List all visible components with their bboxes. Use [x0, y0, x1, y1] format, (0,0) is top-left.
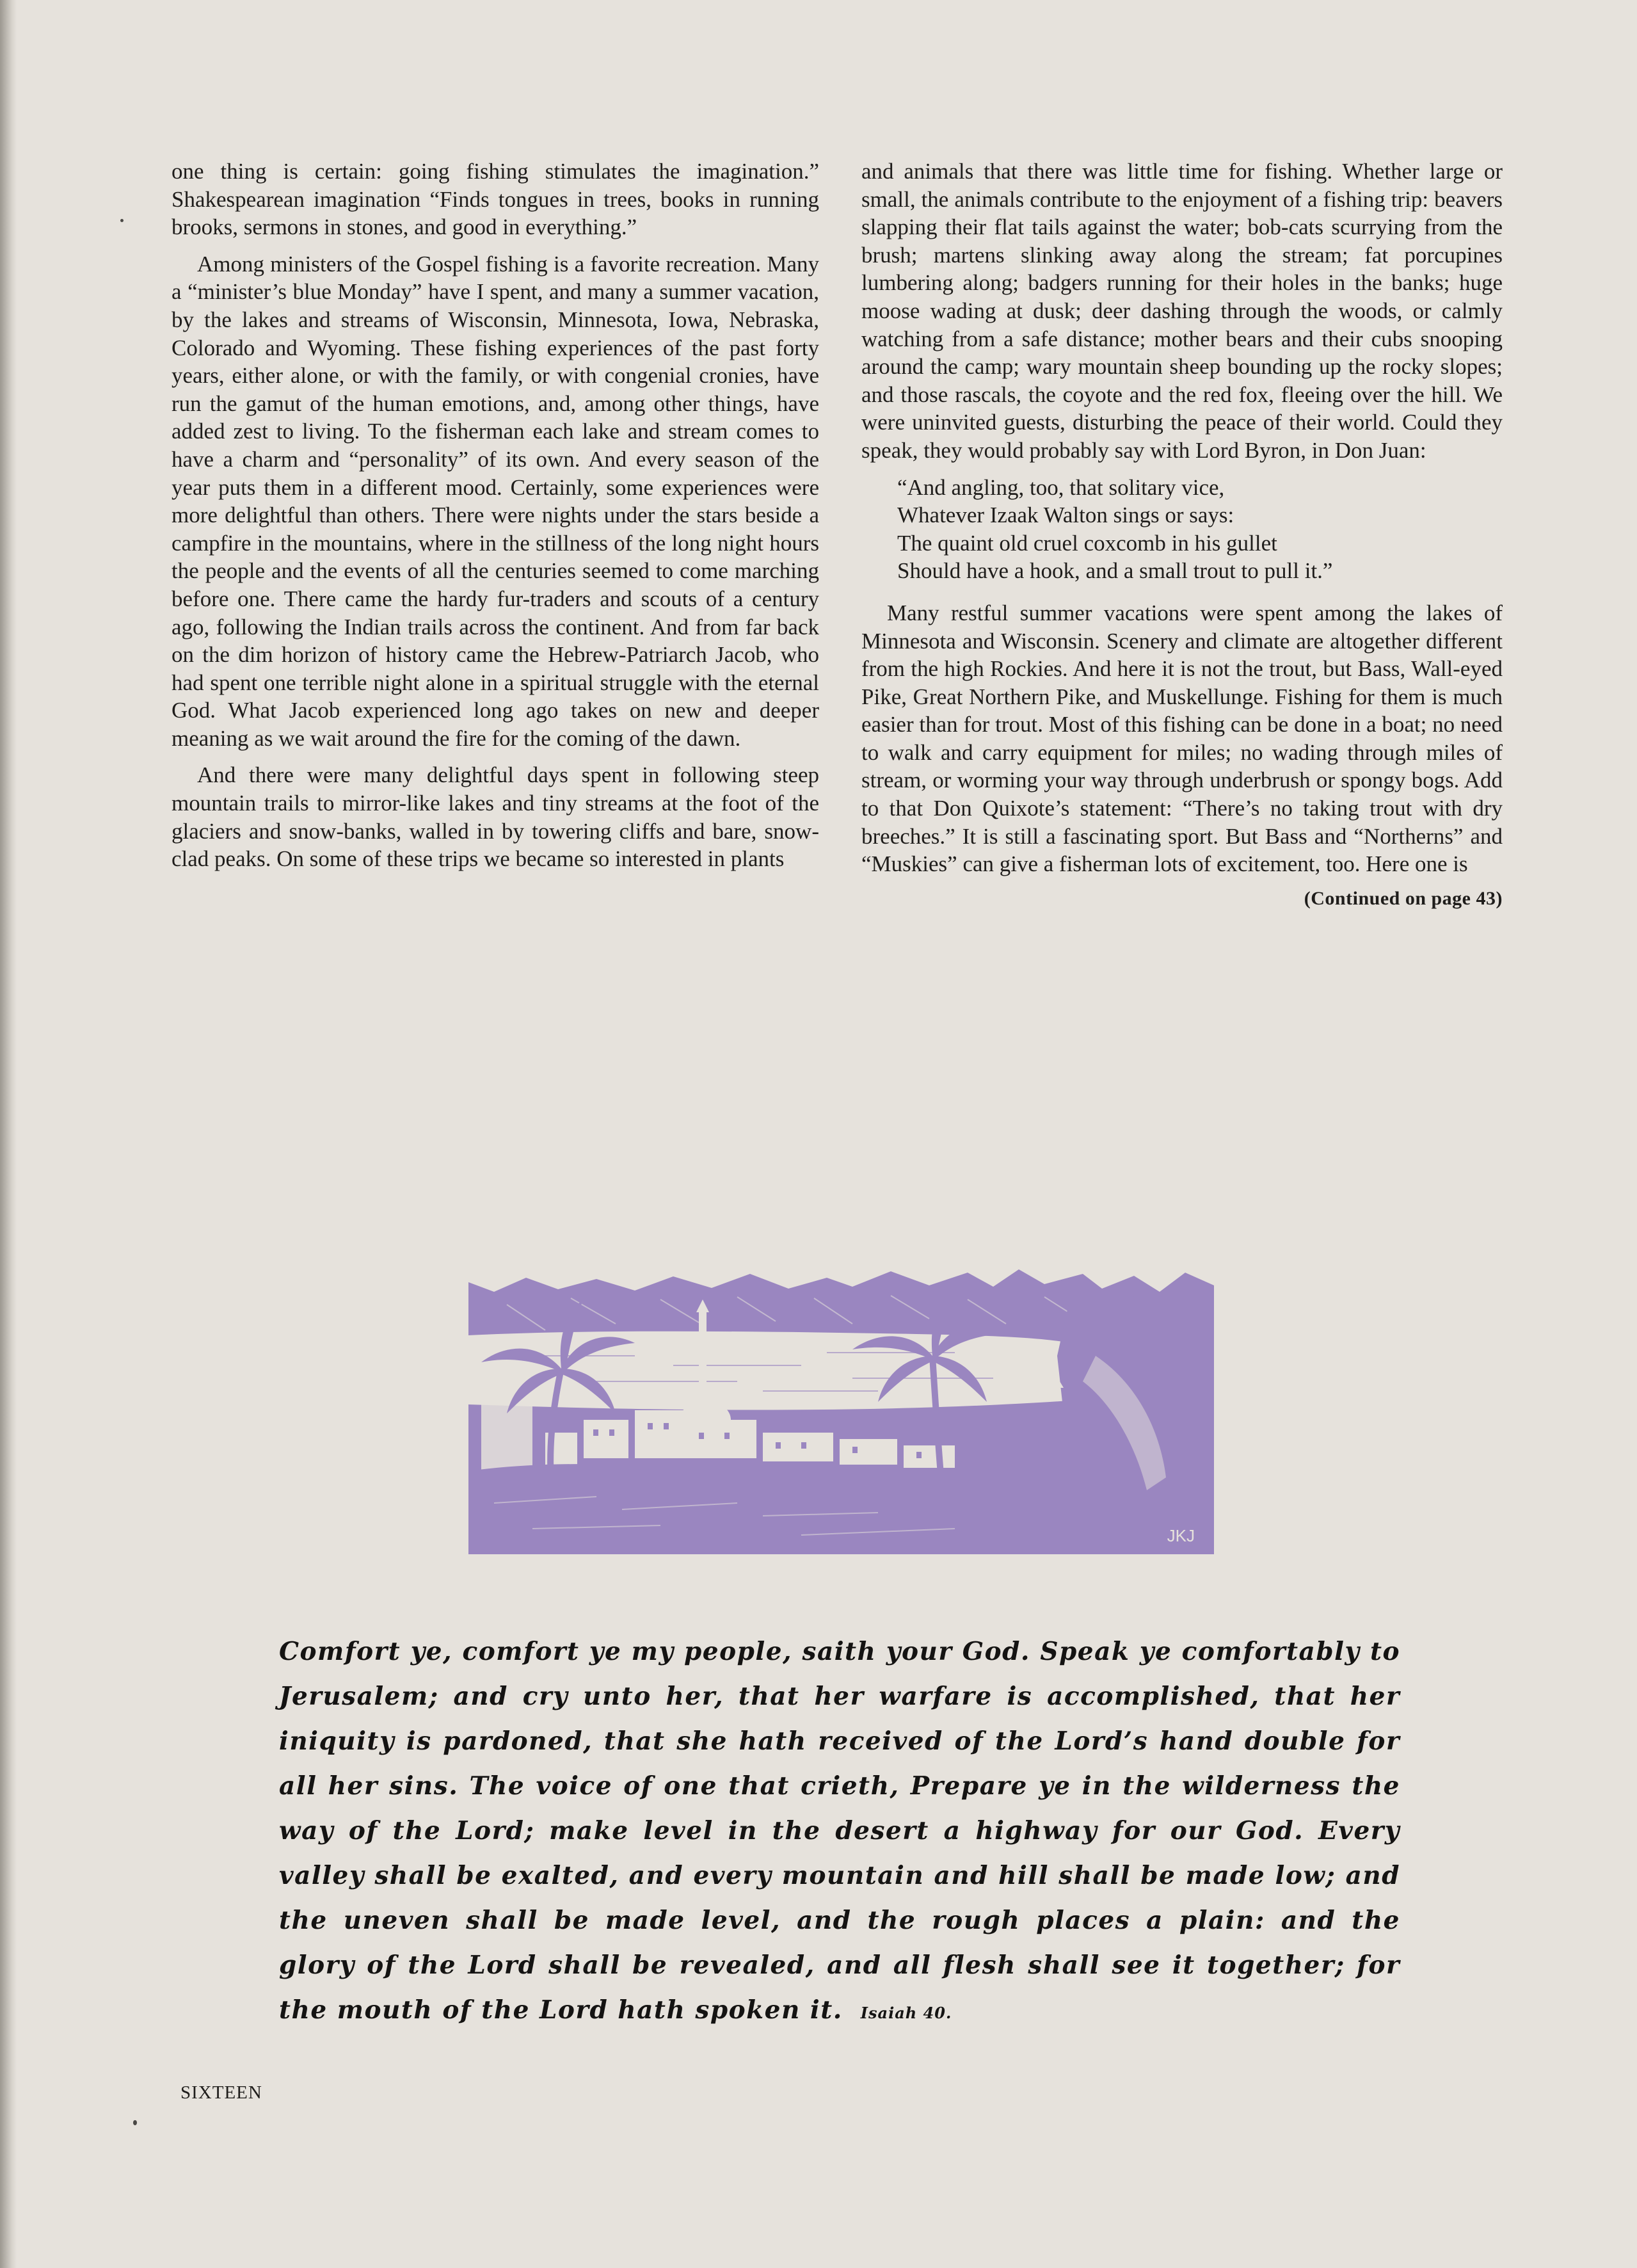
- paragraph: Many restful summer vacations were spent among the lakes of Minnesota and Wisconsin. Scenery and climate are altogether different from the high Rockies. And here it is not the trout, but Bass, Wall-eyed Pike, Great Northern Pike, and Muskellunge. Fishing for them is much easier than for trout. Most of this fishing can be done in a boat; no need to walk and carry equipment for miles; no wading through miles of stream, or worming your way through underbrush or spongy bogs. Add to that Don Quixote’s statement: “There’s no taking trout with dry breeches.” It is still a fascinating sport. But Bass and “Northerns” and “Muskies” can give a fisherman lots of excitement, too. Here one is: [861, 600, 1503, 877]
- fortress: [481, 1391, 532, 1471]
- page-edge-shadow: [0, 0, 17, 2268]
- scripture-text: Comfort ye, comfort ye my people, saith your God. Speak ye comfortably to Jerusalem; and cry unto her, that her warfare is accomplished, that her iniquity is pardoned, that she hath received of the Lord’s hand double for all her sins. The voice of one that crieth, Prepare ye in the wilderness the way of the Lord; make level in the desert a highway for our God. Every valley shall be exalted, and every mountain and hill shall be made low; and the uneven shall be made level, and the rough places a plain: and the glory of the Lord shall be revealed, and all flesh shall see it together; for the mouth of the Lord hath spoken it.: [279, 1637, 1400, 2025]
- page-number: SIXTEEN: [180, 2082, 262, 2103]
- illustration-signature: JKJ: [1167, 1526, 1195, 1545]
- byron-quote: [897, 474, 1503, 585]
- paragraph: And there were many delightful days spent in following steep mountain trails to mirror-like lakes and tiny streams at the foot of the glaciers and snow-banks, walled in by towering cliffs and bare, snow-clad peaks. On some of these trips we became so interested in plants: [172, 762, 819, 872]
- right-text-column: [861, 157, 1503, 912]
- lake-village-illustration: [468, 1260, 1214, 1554]
- paragraph: Among ministers of the Gospel fishing is a favorite recreation. Many a “minister’s blue Monday” have I spent, and many a summer vacation, by the lakes and streams of Wisconsin, Minnesota, Iowa, Nebraska, Colorado and Wyoming. These fishing experiences of the past forty years, either alone, or with the family, or with congenial cronies, have run the gamut of the human emotions, and, among other things, have added zest to living. To the fisherman each lake and stream comes to have a charm and “personality” of its own. And every season of the year puts them in a different mood. Certainly, some experiences were more delightful than others. There were nights under the stars beside a campfire in the mountains, where in the stillness of the long night hours the people and the events of all the centuries seemed to come marching before one. There came the hardy fur-traders and scouts of a century ago, following the Indian trails across the continent. And from far back on the dim horizon of history came the Hebrew-Patriarch Jacob, who had spent one terrible night alone in a spiritual struggle with the eternal God. What Jacob experienced long ago takes on new and deeper meaning as we wait around the fire for the coming of the dawn.: [172, 251, 819, 751]
- paper-speck: [133, 2120, 137, 2125]
- quote-line: Should have a hook, and a small trout to pull it.”: [897, 558, 1333, 584]
- paper-speck: [120, 219, 124, 222]
- paragraph: and animals that there was little time for fishing. Whether large or small, the animals contribute to the enjoyment of a fishing trip: beavers slapping their flat tails against the water; bob-cats scurrying from the brush; martens slinking away along the stream; fat porcupines lumbering along; badgers running for their holes in the banks; huge moose wading at dusk; deer dashing through the woods, or calmly watching from a safe distance; mother bears and their cubs snooping around the camp; wary mountain sheep bounding up the rocky slopes; and those rascals, the coyote and the red fox, fleeing over the hill. We were uninvited guests, disturbing the peace of their world. Could they speak, they would probably say with Lord Byron, in Don Juan:: [861, 159, 1503, 463]
- quote-line: Whatever Izaak Walton sings or says:: [897, 503, 1234, 528]
- scripture-passage: [279, 1629, 1400, 2036]
- scripture-reference: Isaiah 40.: [860, 2004, 952, 2022]
- paragraph: one thing is certain: going fishing stimulates the imagination.” Shakespearean imagination “Finds tongues in trees, books in running brooks, sermons in stones, and good in everything.”: [172, 159, 819, 240]
- quote-line: The quaint old cruel coxcomb in his gullet: [897, 530, 1277, 556]
- continued-note: (Continued on page 43): [1304, 887, 1503, 909]
- left-text-column: [172, 157, 819, 882]
- quote-line: “And angling, too, that solitary vice,: [897, 474, 1225, 500]
